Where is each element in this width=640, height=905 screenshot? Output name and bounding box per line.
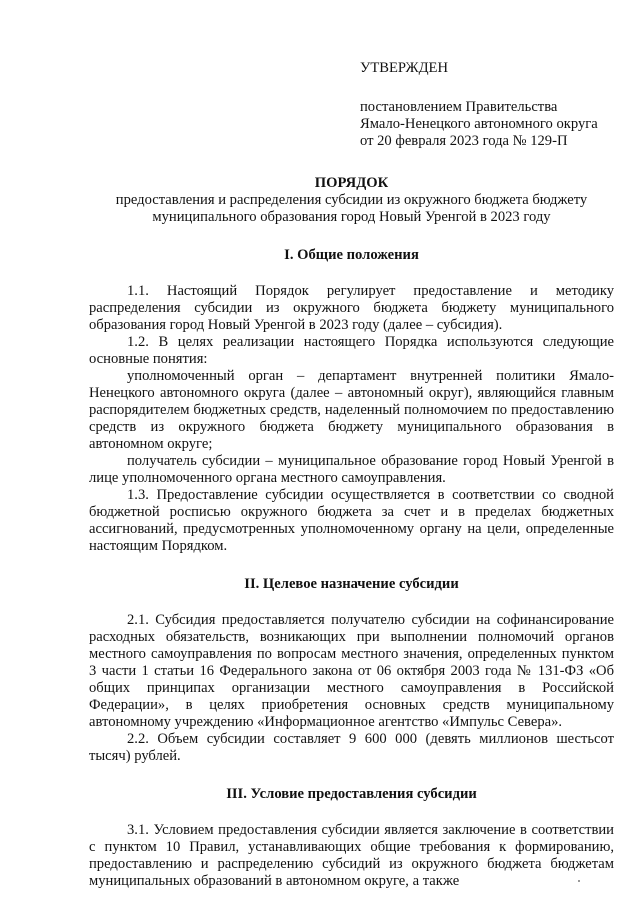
paragraph: получатель субсидии – муниципальное образование город Новый Уренгой в лице уполномоченного органа местного самоуправления.: [89, 453, 614, 486]
section-title: III. Условие предоставления субсидии: [226, 786, 477, 802]
paragraph: 1.2. В целях реализации настоящего Порядка используются следующие основные понятия:: [89, 334, 614, 367]
paragraph: 1.3. Предоставление субсидии осуществляется в соответствии со сводной бюджетной росписью окружного бюджета за счет и в пределах бюджетных ассигнований, предусмотренных уполномоченному органу на цели, определенные настоящим Порядком.: [89, 487, 614, 554]
approval-stamp: [360, 60, 620, 150]
document-body: [89, 175, 614, 890]
paragraph: 2.1. Субсидия предоставляется получателю субсидии на софинансирование расходных обязательств, возникающих при выполнении полномочий органов местного самоуправления по вопросам местного значения, определенных пунктом 3 части 1 статьи 16 Федерального закона от 06 октября 2003 года № 131-ФЗ «Об общих принципах организации местного самоуправления в Российской Федерации», в целях приобретения основных средств муниципальному автономному учреждению «Информационное агентство «Импульс Севера».: [89, 612, 614, 730]
paragraph: уполномоченный орган – департамент внутренней политики Ямало-Ненецкого автономного округа (далее – автономный округ), являющийся главным распорядителем бюджетных средств, наделенный полномочием по предоставлению средств из окружного бюджета бюджету муниципального образования в автономном округе;: [89, 368, 614, 452]
approval-line: от 20 февраля 2023 года № 129-П: [360, 133, 568, 149]
paragraph: 2.2. Объем субсидии составляет 9 600 000 (девять миллионов шестьсот тысяч) рублей.: [89, 731, 614, 764]
paragraph: 1.1. Настоящий Порядок регулирует предоставление и методику распределения субсидии из окружного бюджета бюджету муниципального образования город Новый Уренгой в 2023 году (далее – субсидия).: [89, 283, 614, 333]
approval-heading: УТВЕРЖДЕН: [360, 60, 448, 76]
approval-line: Ямало-Ненецкого автономного округа: [360, 116, 598, 132]
document-title: ПОРЯДОК: [314, 175, 389, 191]
section-title: I. Общие положения: [284, 247, 419, 263]
paragraph: 3.1. Условием предоставления субсидии является заключение в соответствии с пунктом 10 Правил, устанавливающих общие требования к формированию, предоставлению и распределению субсидий из окружного бюджета бюджетам муниципальных образований в автономном округе, а также: [89, 822, 614, 889]
document-subtitle: предоставления и распределения субсидии из окружного бюджета бюджету муниципального образования город Новый Уренгой в 2023 году: [115, 192, 588, 225]
approval-line: постановлением Правительства: [360, 99, 558, 115]
section-title: II. Целевое назначение субсидии: [244, 576, 459, 592]
scan-speck: [578, 880, 580, 882]
